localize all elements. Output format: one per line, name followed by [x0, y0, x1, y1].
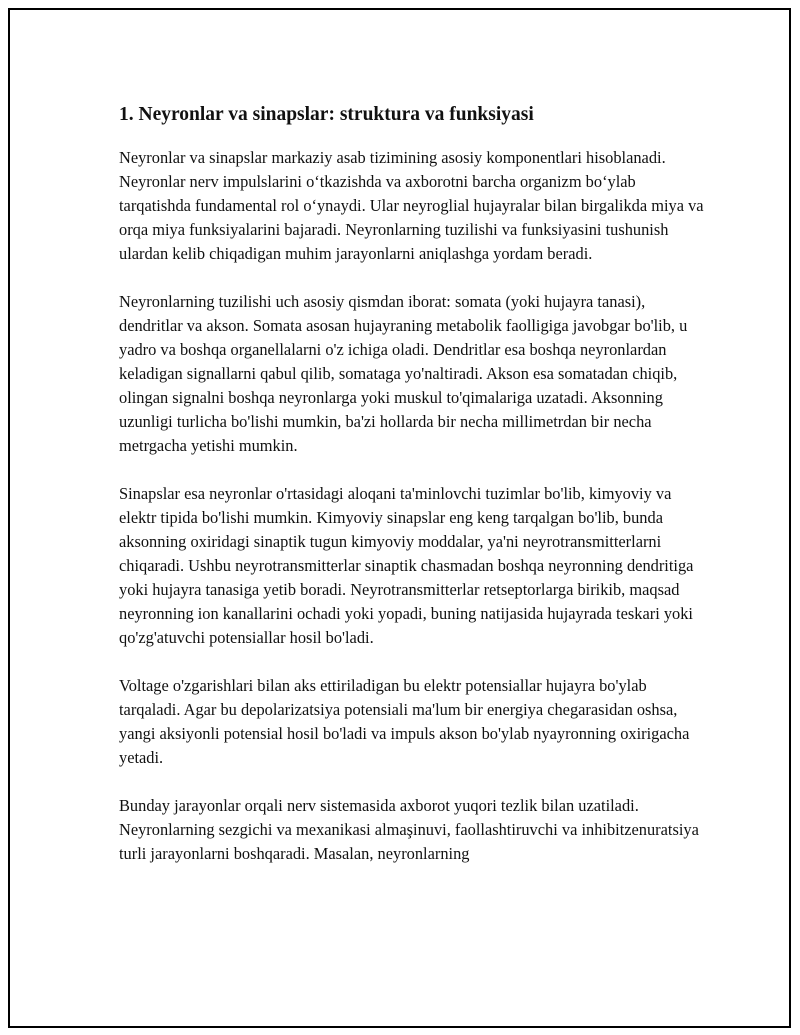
page-title: 1. Neyronlar va sinapslar: struktura va funksiyasi	[119, 104, 534, 125]
paragraph-3: Sinapslar esa neyronlar o'rtasidagi aloqani ta'minlovchi tuzimlar bo'lib, kimyoviy va elektr tipida bo'lishi mumkin. Kimyoviy sinapslar eng keng tarqalgan bo'lib, bunda aksonning oxiridagi sinaptik tugun kimyoviy moddalar, ya'ni neyrotransmitterlarni chiqaradi. Ushbu neyrotransmitterlar sinaptik chasmadan boshqa neyronning dendritiga yoki hujayra tanasiga yetib boradi. Neyrotransmitterlar retseptorlarga birikib, maqsad neyronning ion kanallarini ochadi yoki yopadi, buning natijasida hujayrada teskari yoki qo'zg'atuvchi potensiallar hosil bo'ladi.	[119, 484, 694, 647]
paragraph-2: Neyronlarning tuzilishi uch asosiy qismdan iborat: somata (yoki hujayra tanasi), dendritlar va akson. Somata asosan hujayraning metabolik faolligiga javobgar bo'lib, u yadro va boshqa organellalarni o'z ichiga oladi. Dendritlar esa boshqa neyronlardan keladigan signallarni qabul qilib, somataga yo'naltiradi. Akson esa somatadan chiqib, olingan signalni boshqa neyronlarga yoki muskul to'qimalariga uzatadi. Aksonning uzunligi turlicha bo'lishi mumkin, ba'zi hollarda bir necha millimetrdan bir necha metrgacha yetishi mumkin.	[119, 292, 688, 455]
paragraph-4: Voltage o'zgarishlari bilan aks ettiriladigan bu elektr potensiallar hujayra bo'ylab tarqaladi. Agar bu depolarizatsiya potensiali ma'lum bir energiya chegarasidan oshsa, yangi aksiyonli potensial hosil bo'ladi va impuls akson bo'ylab nyayronning oxirigacha yetadi.	[119, 676, 690, 767]
document-body	[119, 100, 709, 890]
page-frame	[8, 8, 791, 1028]
paragraph-1: Neyronlar va sinapslar markaziy asab tizimining asosiy komponentlari hisoblanadi. Neyronlar nerv impulslarini oʻtkazishda va axborotni barcha organizm boʻylab tarqatishda fundamental rol oʻynaydi. Ular neyroglial hujayralar bilan birgalikda miya va orqa miya funksiyalarini bajaradi. Neyronlarning tuzilishi va funksiyasini tushunish ulardan kelib chiqadigan muhim jarayonlarni aniqlashga yordam beradi.	[119, 148, 704, 263]
paragraph-5: Bunday jarayonlar orqali nerv sistemasida axborot yuqori tezlik bilan uzatiladi. Neyronlarning sezgichi va mexanikasi almaşinuvi, faollashtiruvchi va inhibitzenuratsiya turli jarayonlarni boshqaradi. Masalan, neyronlarning	[119, 796, 699, 863]
